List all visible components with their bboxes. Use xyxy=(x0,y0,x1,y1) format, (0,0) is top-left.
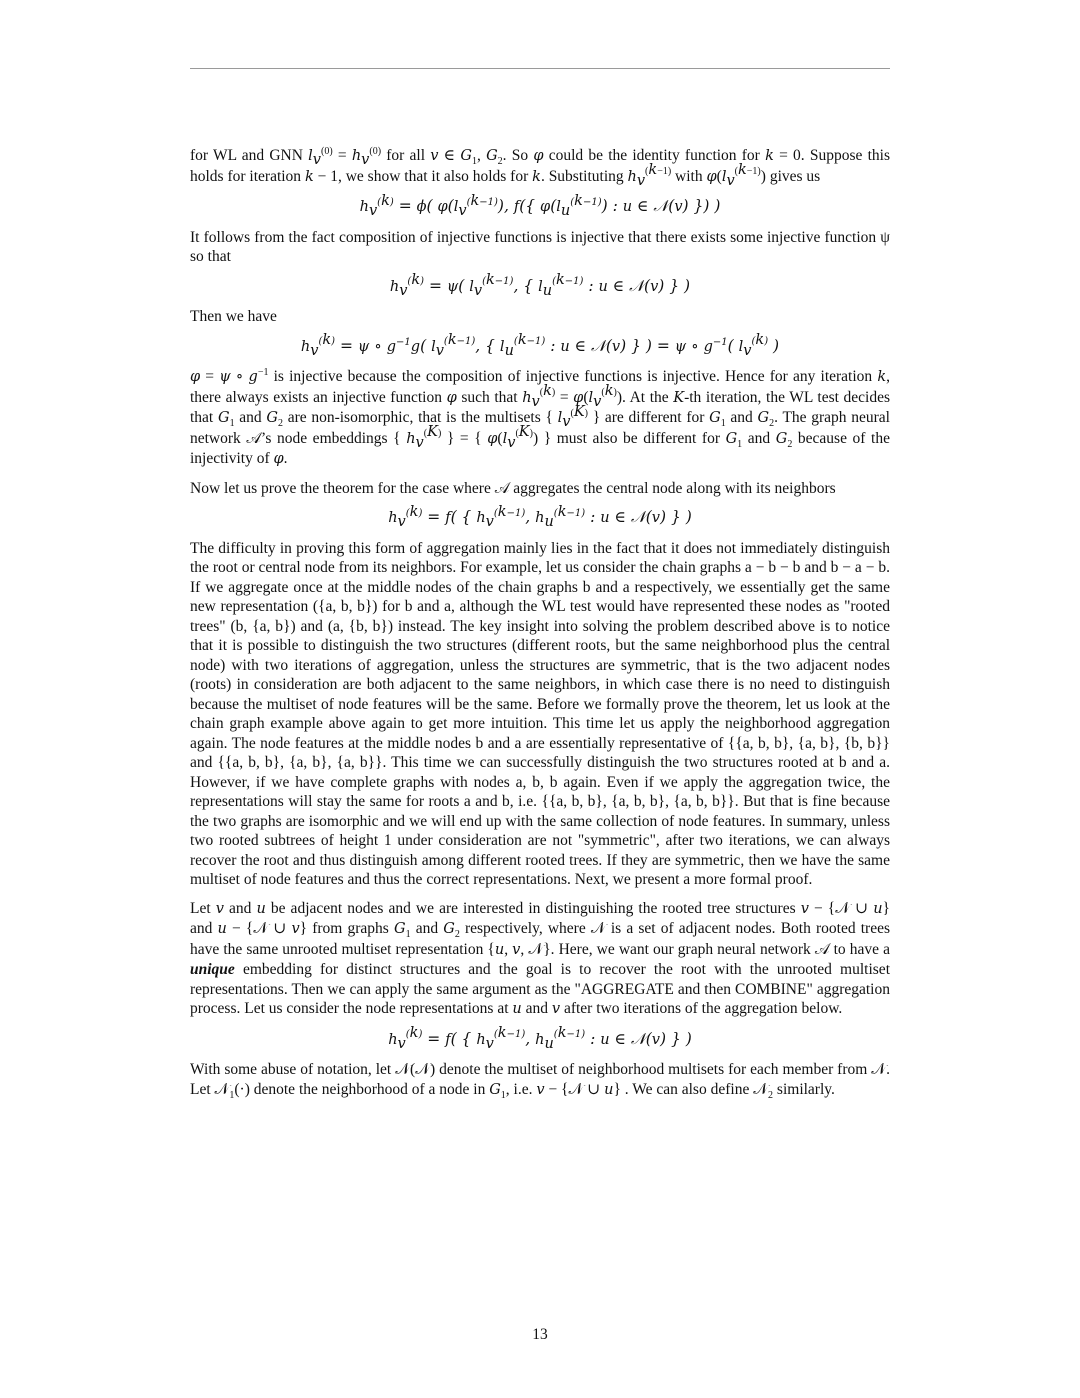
equation-4: $h_v^{(k)} = f$( { $h_v^{(k-1)}$, $h_u^{(k-1)}$ : u ∈ 𝒩(v) } ) xyxy=(388,503,692,531)
page-body xyxy=(190,146,890,1109)
equation-5: $h_v^{(k)} = f$( { $h_v^{(k-1)}$, $h_u^{(k-1)}$ : u ∈ 𝒩(v) } ) xyxy=(388,1025,692,1052)
equation-3: $h_v^{(k)} = \psi$ ∘ $g^{-1}g$( $l_v^{(k-1)}$, { $l_u^{(k-1)}$ : u ∈ 𝒩(v) } ) = ψ ∘ $g^{-1}$( $l_v^{(k)}$ ) xyxy=(300,332,780,359)
header-rule xyxy=(190,68,890,69)
paragraph-central-node: Now let us prove the theorem for the case where 𝒜 aggregates the central node along with its neighbors xyxy=(190,479,836,497)
page-number: 13 xyxy=(532,1326,548,1343)
paragraph-difficulty: The difficulty in proving this form of aggregation mainly lies in the fact that it does not immediately distinguish the root or central node from its neighbors. For example, let us consider the chain graphs a − b − b and b − a − b. If we aggregate once at the middle nodes of the chain graphs b and a respectively, we essentially get the same new representation ({a, b, b}) for b and a, although the WL test would have represented these nodes as "rooted trees" (b, {a, b}) and (a, {b, b}) instead. The key insight into solving the problem described above is to notice that it is possible to distinguish the two structures (different roots, but the same neighborhood plus the central node) with two iterations of aggregation, unless the structures are symmetric, that is the two adjacent nodes (roots) in consideration are both adjacent to the same neighbors, in which case there is no need to distinguish because the multiset of node features will be the same. Before we formally prove the theorem, let us look at the chain graph example above again to get more intuition. This time let us apply the neighborhood aggregation again. The node features at the middle nodes b and a are essentially representative of {{a, b, b}, {a, b}, {b, b}} and {{a, b, b}, {a, b}, {a, b}}. This time we can successfully distinguish the two structures rooted at b and a. However, if we have complete graphs with nodes a, b, b again. Even if we apply the aggregation twice, the representations will stay the same for roots a and b, i.e. {{a, b, b}, {a, b, b}, {a, b, b}}. But that is fine because the two graphs are isomorphic and we will end up with the same collection of node features. In summary, unless two rooted subtrees of height 1 under consideration are not "symmetric", after two iterations, we can always recover the root and thus distinguish among different rooted trees. If they are symmetric, then we have the same multiset of node features and thus the correct representations. Next, we present a more formal proof. xyxy=(190,539,890,888)
paragraph-adjacent-nodes: Let v and u be adjacent nodes and we are interested in distinguishing the rooted tree structures v − {𝒩 ∪ u} and u − {𝒩 ∪ v} from graphs $G_1$ and $G_2$ respectively, where 𝒩 is a set of adjacent nodes. Both rooted trees have the same unrooted multiset representation {u, v, 𝒩}. Here, we want our graph neural network 𝒜 to have a unique embedding for distinct structures and the goal is to recover the root with the unrooted multiset representations. Then we can apply the same argument as the "AGGREGATE and then COMBINE" aggregation process. Let us consider the node representations at u and v after two iterations of the aggregation below. xyxy=(190,899,891,1017)
paragraph-notation: With some abuse of notation, let 𝒩(𝒩) denote the multiset of neighborhood multisets for each member from 𝒩. Let 𝒩$_1$(·) denote the neighborhood of a node in $G_1$, i.e. v − {𝒩 ∪ u} . We can also define 𝒩$_2$ similarly. xyxy=(190,1061,890,1101)
paragraph-base-case: for WL and GNN $l_v^{(0)} = h_v^{(0)}$ for all v ∈ $G_1$, $G_2$. So φ could be the identity function for k = 0. Suppose this holds for iteration k − 1, we show that it also holds for k. Substituting $h_v^{(k-1)}$ with $\varphi(l_v^{(k-1)})$ gives us xyxy=(190,145,891,189)
equation-2: $h_v^{(k)} = \psi$( $l_v^{(k-1)}$, { $l_u^{(k-1)}$ : u ∈ 𝒩(v) } ) xyxy=(389,272,691,299)
paragraph-injective: φ = ψ ∘ $g^{-1}$ is injective because the composition of injective functions is injective. Hence for any iteration k, there always exists an injective function φ such that $h_v^{(k)} = \varphi(l_v^{(k)})$. At the K-th iteration, the WL test decides that $G_1$ and $G_2$ are non-isomorphic, that is the multisets { $l_v^{(K)}$ } are different for $G_1$ and $G_2$. The graph neural network 𝒜’s node embeddings { $h_v^{(K)}$ } = { $\varphi(l_v^{(K)})$ } must also be different for $G_1$ and $G_2$ because of the injectivity of φ. xyxy=(190,366,891,467)
paragraph-then: Then we have xyxy=(190,308,277,325)
paragraph-composition: It follows from the fact composition of injective functions is injective that there exists some injective function ψ so that xyxy=(190,228,890,265)
equation-1: $h_v^{(k)} = \phi$( $\varphi(l_v^{(k-1)})$, f({ $\varphi(l_u^{(k-1)})$ : u ∈ 𝒩(v) }) ) xyxy=(359,192,721,220)
